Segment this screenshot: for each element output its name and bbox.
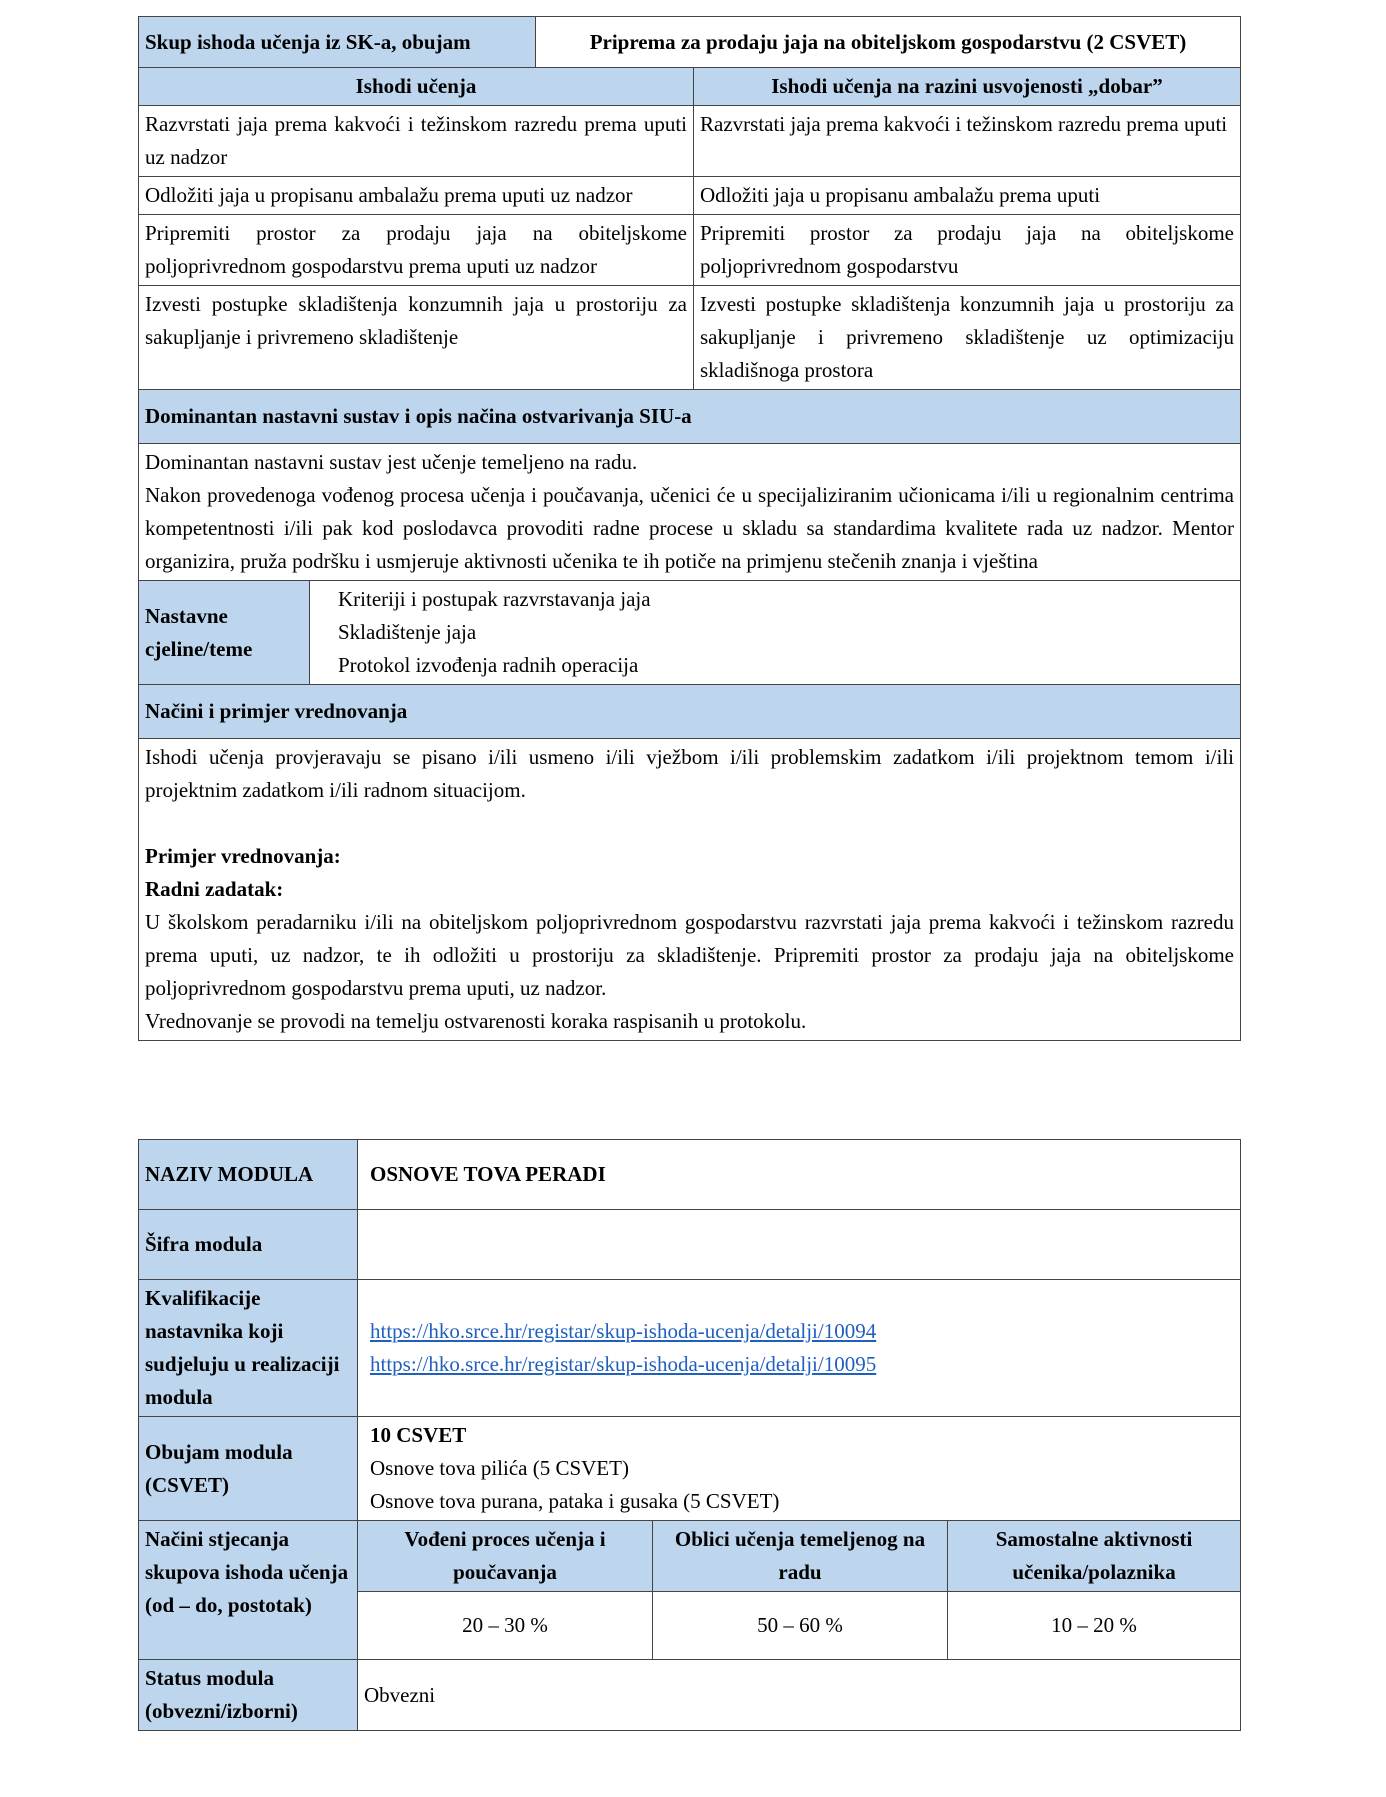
evaluation-note: Vrednovanje se provodi na temelju ostvarenosti koraka raspisanih u protokolu. — [145, 1009, 807, 1033]
module-name-label: NAZIV MODULA — [139, 1140, 358, 1210]
outcome-row — [139, 106, 1241, 177]
topic-item: Protokol izvođenja radnih operacija — [338, 653, 639, 677]
siu-title-label: Skup ishoda učenja iz SK-a, obujam — [139, 17, 536, 68]
volume-label: Obujam modula (CSVET) — [139, 1417, 358, 1521]
col-header-good-level: Ishodi učenja na razini usvojenosti „dobar” — [694, 68, 1241, 106]
good-level-cell: Izvesti postupke skladištenja konzumnih jaja u prostoriju za sakupljanje i privremeno skladištenje uz optimizaciju skladišnoga prostora — [694, 286, 1241, 390]
dominant-heading: Dominantan nastavni sustav i opis načina ostvarivanja SIU-a — [139, 390, 1241, 444]
topics-label: Nastavne cjeline/teme — [139, 581, 310, 685]
qualification-link[interactable]: https://hko.srce.hr/registar/skup-ishoda-ucenja/detalji/10094 — [370, 1319, 877, 1343]
dominant-line-1: Dominantan nastavni sustav jest učenje temeljeno na radu. — [145, 450, 638, 474]
qualifications-label: Kvalifikacije nastavnika koji sudjeluju u realizaciji modula — [139, 1280, 358, 1417]
assessment-heading: Načini i primjer vrednovanja — [139, 685, 1241, 739]
volume-item: Osnove tova pilića (5 CSVET) — [370, 1456, 629, 1480]
assessment-intro: Ishodi učenja provjeravaju se pisano i/ili usmeno i/ili vježbom i/ili problemskim zadatkom i/ili projektnom temom i/ili projektnim zadatkom i/ili radnom situacijom. — [145, 745, 1234, 802]
spacer — [145, 807, 1234, 840]
siu-title-value: Priprema za prodaju jaja na obiteljskom gospodarstvu (2 CSVET) — [536, 17, 1241, 68]
module-code-value — [358, 1210, 1241, 1280]
outcome-cell: Izvesti postupke skladištenja konzumnih jaja u prostoriju za sakupljanje i privremeno skladištenje — [139, 286, 694, 390]
topic-item: Skladištenje jaja — [338, 620, 477, 644]
volume-item: Osnove tova purana, pataka i gusaka (5 CSVET) — [370, 1489, 780, 1513]
methods-label: Načini stjecanja skupova ishoda učenja (od – do, postotak) — [139, 1521, 358, 1660]
task-text: U školskom peradarniku i/ili na obiteljskom poljoprivrednom gospodarstvu razvrstati jaja prema kakvoći i težinskom razredu prema uputi, uz nadzor, te ih odložiti u prostoriju za skladištenje. Pripremiti prostor za prodaju jaja na obiteljskome poljoprivrednom gospodarstvu prema uputi, uz nadzor. — [145, 910, 1234, 1000]
methods-header: Oblici učenja temeljenog na radu — [653, 1521, 948, 1592]
dominant-line-2: Nakon provedenoga vođenog procesa učenja i poučavanja, učenici će u specijaliziranim učionicama i/ili u regionalnim centrima kompetentnosti i/ili pak kod poslodavca provoditi radne procese u skladu sa standardima kvalitete rada uz nadzor. Mentor organizira, pruža podršku i usmjeruje aktivnosti učenika te ih potiče na primjenu stečenih znanja i vještina — [145, 483, 1234, 573]
methods-value: 10 – 20 % — [948, 1592, 1241, 1660]
status-value: Obvezni — [358, 1660, 1241, 1731]
volume-total: 10 CSVET — [370, 1423, 467, 1447]
status-label: Status modula (obvezni/izborni) — [139, 1660, 358, 1731]
topic-item: Kriteriji i postupak razvrstavanja jaja — [338, 587, 651, 611]
good-level-cell: Razvrstati jaja prema kakvoći i težinskom razredu prema uputi — [694, 106, 1241, 177]
outcome-cell: Pripremiti prostor za prodaju jaja na obiteljskome poljoprivrednom gospodarstvu prema uputi uz nadzor — [139, 215, 694, 286]
example-label: Primjer vrednovanja: — [145, 844, 341, 868]
module-table — [138, 1139, 1241, 1731]
module-code-label: Šifra modula — [139, 1210, 358, 1280]
good-level-cell: Odložiti jaja u propisanu ambalažu prema uputi — [694, 177, 1241, 215]
outcome-row — [139, 215, 1241, 286]
assessment-body — [139, 739, 1241, 1041]
qualification-link[interactable]: https://hko.srce.hr/registar/skup-ishoda-ucenja/detalji/10095 — [370, 1352, 877, 1376]
outcome-row — [139, 286, 1241, 390]
module-name-value: OSNOVE TOVA PERADI — [358, 1140, 1241, 1210]
dominant-description — [139, 444, 1241, 581]
outcome-cell: Razvrstati jaja prema kakvoći i težinskom razredu prema uputi uz nadzor — [139, 106, 694, 177]
methods-value: 20 – 30 % — [358, 1592, 653, 1660]
methods-header: Samostalne aktivnosti učenika/polaznika — [948, 1521, 1241, 1592]
qualifications-links — [358, 1280, 1241, 1417]
col-header-outcomes: Ishodi učenja — [139, 68, 694, 106]
outcome-cell: Odložiti jaja u propisanu ambalažu prema uputi uz nadzor — [139, 177, 694, 215]
task-label: Radni zadatak: — [145, 877, 284, 901]
volume-values — [358, 1417, 1241, 1521]
methods-header: Vođeni proces učenja i poučavanja — [358, 1521, 653, 1592]
outcome-row — [139, 177, 1241, 215]
topics-list — [310, 581, 1241, 685]
methods-value: 50 – 60 % — [653, 1592, 948, 1660]
good-level-cell: Pripremiti prostor za prodaju jaja na obiteljskome poljoprivrednom gospodarstvu — [694, 215, 1241, 286]
siu-table — [138, 16, 1241, 1041]
